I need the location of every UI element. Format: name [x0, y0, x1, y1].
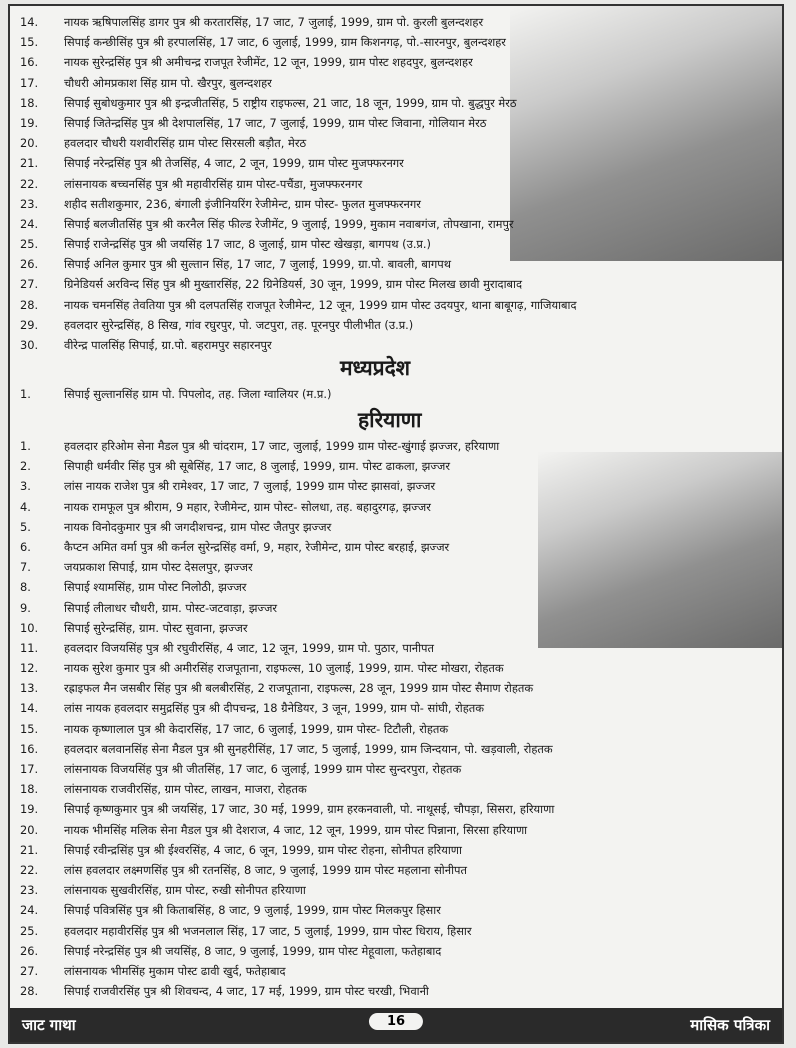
item-number: 24. [20, 216, 39, 231]
item-number: 26. [20, 943, 39, 958]
haryana-list [20, 436, 780, 1001]
item-number: 5. [20, 519, 31, 534]
item-number: 1. [20, 387, 31, 401]
list-item [20, 274, 780, 294]
list-item [20, 456, 780, 476]
list-item [20, 32, 780, 52]
item-number: 21. [20, 842, 39, 857]
list-item [20, 52, 780, 72]
page-number: 16 [369, 1013, 423, 1030]
item-text: हवलदार बलवानसिंह सेना मैडल पुत्र श्री सुनहरीसिंह, 17 जाट, 5 जुलाई, 1999, ग्राम जिन्दयान, पो. खड़वाली, रोहतक [64, 741, 553, 756]
item-text: लांसनायक राजवीरसिंह, ग्राम पोस्ट, लाखन, माजरा, रोहतक [64, 782, 307, 797]
item-number: 6. [20, 539, 31, 554]
list-item [20, 598, 780, 618]
item-text: सिपाई नरेन्द्रसिंह पुत्र श्री जयसिंह, 8 जाट, 9 जुलाई, 1999, ग्राम पोस्ट मेहूवाला, फतेहाबाद [64, 943, 442, 958]
item-text: सिपाई कृष्णकुमार पुत्र श्री जयसिंह, 17 जाट, 30 मई, 1999, ग्राम हरकनवाली, पो. नाथूसई, चौपड़ा, सिसरा, हरियाणा [64, 802, 555, 817]
item-text: लांसनायक विजयसिंह पुत्र श्री जीतसिंह, 17 जाट, 6 जुलाई, 1999 ग्राम पोस्ट सुन्दरपुरा, रोहतक [64, 762, 462, 776]
list-item [20, 678, 780, 698]
item-number: 22. [20, 176, 39, 191]
list-item [20, 93, 780, 113]
list-item [20, 658, 780, 678]
item-text: सिपाई पवित्रसिंह पुत्र श्री किताबसिंह, 8 जाट, 9 जुलाई, 1999, ग्राम पोस्ट मिलकपुर हिसार [64, 903, 441, 918]
list-item [20, 719, 780, 739]
item-text: हवलदार चौधरी यशवीरसिंह ग्राम पोस्ट सिरसली बड़ौत, मेरठ [64, 136, 307, 151]
item-number: 25. [20, 237, 39, 252]
item-number: 26. [20, 257, 39, 272]
item-number: 25. [20, 923, 39, 938]
item-number: 27. [20, 963, 39, 978]
footer-bar [10, 1008, 782, 1042]
item-text: हवलदार महावीरसिंह पुत्र श्री भजनलाल सिंह, 17 जाट, 5 जुलाई, 1999, ग्राम पोस्ट धिराय, हिसार [64, 923, 472, 938]
item-number: 1. [20, 439, 31, 453]
item-text: रह्राइफल मैन जसबीर सिंह पुत्र श्री बलबीरसिंह, 2 राजपूताना, राइफल्स, 28 जून, 1999 ग्राम पोस्ट सैमाण रोहतक [64, 681, 534, 696]
list-item [20, 295, 780, 315]
item-number: 29. [20, 317, 39, 332]
item-text: नायक रामफूल पुत्र श्रीराम, 9 महार, रेजीमेन्ट, ग्राम पोस्ट- सोलधा, तह. बहादुरगढ़, झज्जर [64, 499, 431, 514]
list-item [20, 517, 780, 537]
item-number: 18. [20, 782, 39, 797]
list-item [20, 840, 780, 860]
item-number: 2. [20, 459, 31, 474]
list-item [20, 820, 780, 840]
item-number: 16. [20, 55, 39, 70]
list-item [20, 577, 780, 597]
item-number: 21. [20, 156, 39, 171]
list-item [20, 384, 780, 404]
list-item [20, 153, 780, 173]
list-item [20, 254, 780, 274]
item-number: 17. [20, 762, 39, 776]
item-text: सिपाई बलजीतसिंह पुत्र श्री करनैल सिंह फील्ड रेजीमेंट, 9 जुलाई, 1999, मुकाम नवाबगंज, तोपखाना, रामपुर [64, 216, 514, 231]
list-item [20, 779, 780, 799]
item-number: 18. [20, 95, 39, 110]
item-text: कैप्टन अमित वर्मा पुत्र श्री कर्नल सुरेन्द्रसिंह वर्मा, 9, महार, रेजीमेन्ट, ग्राम पोस्ट बरहाई, झज्जर [64, 539, 450, 554]
list-item [20, 497, 780, 517]
item-number: 20. [20, 136, 39, 151]
item-text: लांसनायक सुखवीरसिंह, ग्राम पोस्ट, रुखी सोनीपत हरियाणा [64, 883, 306, 898]
mp-list [20, 384, 780, 404]
item-text: सिपाई कन्छीसिंह पुत्र श्री हरपालसिंह, 17 जाट, 6 जुलाई, 1999, ग्राम किशनगढ़, पो.-सारनपुर, बुलन्दशहर [64, 35, 506, 50]
item-number: 20. [20, 822, 39, 837]
item-text: हवलदार सुरेन्द्रसिंह, 8 सिख, गांव रघुरपुर, पो. जटपुरा, तह. पूरनपुर पीलीभीत (उ.प्र.) [64, 317, 414, 332]
item-number: 11. [20, 640, 39, 655]
footer-magazine-type: मासिक पत्रिका [690, 1016, 770, 1034]
list-item [20, 638, 780, 658]
item-text: चौधरी ओमप्रकाश सिंह ग्राम पो. खैरपुर, बुलन्दशहर [64, 75, 272, 90]
item-text: नायक विनोदकुमार पुत्र श्री जगदीशचन्द्र, ग्राम पोस्ट जैतपुर झज्जर [64, 519, 332, 534]
list-item [20, 73, 780, 93]
list-item [20, 113, 780, 133]
item-number: 9. [20, 600, 31, 615]
list-item [20, 961, 780, 981]
item-text: नायक ऋषिपालसिंह डागर पुत्र श्री करतारसिंह, 17 जाट, 7 जुलाई, 1999, ग्राम पो. कुरली बुलन्दशहर [64, 15, 484, 29]
item-number: 24. [20, 903, 39, 918]
item-text: हवलदार हरिओम सेना मैडल पुत्र श्री चांदराम, 17 जाट, जुलाई, 1999 ग्राम पोस्ट-खुंगाई झज्जर, हरियाणा [64, 439, 500, 453]
list-item [20, 698, 780, 718]
item-number: 19. [20, 802, 39, 817]
list-item [20, 941, 780, 961]
list-item [20, 981, 780, 1001]
list-item [20, 759, 780, 779]
list-item [20, 921, 780, 941]
list-item [20, 537, 780, 557]
list-item [20, 174, 780, 194]
item-number: 22. [20, 862, 39, 877]
mp-heading: मध्यप्रदेश [340, 355, 411, 380]
item-text: सिपाई सुबोधकुमार पुत्र श्री इन्द्रजीतसिंह, 5 राष्ट्रीय राइफल्स, 21 जाट, 18 जून, 1999, ग्राम पो. बुद्धपुर मेरठ [64, 95, 517, 110]
footer-magazine-name: जाट गाथा [22, 1016, 76, 1034]
item-number: 10. [20, 620, 39, 635]
item-text: सिपाई सुरेन्द्रसिंह, ग्राम. पोस्ट सुवाना, झज्जर [64, 620, 248, 635]
list-item [20, 557, 780, 577]
list-item [20, 234, 780, 254]
item-text: सिपाई सुल्तानसिंह ग्राम पो. पिपलोद, तह. जिला ग्वालियर (म.प्र.) [64, 387, 332, 401]
item-number: 27. [20, 277, 39, 292]
item-text: हवलदार विजयसिंह पुत्र श्री रघुवीरसिंह, 4 जाट, 12 जून, 1999, ग्राम पो. पुठार, पानीपत [64, 640, 435, 655]
item-number: 17. [20, 75, 39, 90]
item-number: 12. [20, 661, 39, 676]
item-text: जयप्रकाश सिपाई, ग्राम पोस्ट देसलपुर, झज्जर [64, 560, 253, 575]
item-number: 8. [20, 580, 31, 595]
item-text: लांसनायक भीमसिंह मुकाम पोस्ट ढावी खुर्द, फतेहाबाद [64, 963, 286, 978]
list-item [20, 214, 780, 234]
item-number: 23. [20, 196, 39, 211]
item-number: 14. [20, 15, 39, 29]
list-item [20, 860, 780, 880]
item-text: सिपाई लीलाधर चौधरी, ग्राम. पोस्ट-जटवाड़ा, झज्जर [64, 600, 278, 615]
item-text: नायक सुरेन्द्रसिंह पुत्र श्री अमीचन्द्र राजपूत रेजीमेंट, 12 जून, 1999, ग्राम पोस्ट शहदपुर, बुलन्दशहर [64, 55, 473, 70]
item-text: नायक कृष्णालाल पुत्र श्री केदारसिंह, 17 जाट, 6 जुलाई, 1999, ग्राम पोस्ट- टिटौली, रोहतक [64, 721, 449, 736]
list-item [20, 739, 780, 759]
item-number: 13. [20, 681, 39, 696]
list-item [20, 436, 780, 456]
list-item [20, 315, 780, 335]
item-text: लांस हवलदार लक्ष्मणसिंह पुत्र श्री रतनसिंह, 8 जाट, 9 जुलाई, 1999 ग्राम पोस्ट महलाना सोनीपत [64, 862, 467, 877]
item-text: लांस नायक राजेश पुत्र श्री रामेश्वर, 17 जाट, 7 जुलाई, 1999 ग्राम पोस्ट झासवां, झज्जर [64, 479, 436, 494]
item-text: नायक चमनसिंह तेवतिया पुत्र श्री दलपतसिंह राजपूत रेजीमेन्ट, 12 जून, 1999 ग्राम पोस्ट उदयपुर, थाना बाबूगढ़, गाजियाबाद [64, 297, 577, 312]
item-number: 7. [20, 560, 31, 575]
list-item [20, 335, 780, 355]
item-text: सिपाई राजवीरसिंह पुत्र श्री शिवचन्द, 4 जाट, 17 मई, 1999, ग्राम पोस्ट चरखी, भिवानी [64, 984, 429, 999]
item-text: सिपाई नरेन्द्रसिंह पुत्र श्री तेजसिंह, 4 जाट, 2 जून, 1999, ग्राम पोस्ट मुजफ्फरनगर [64, 156, 404, 171]
item-text: नायक सुरेश कुमार पुत्र श्री अमीरसिंह राजपूताना, राइफल्स, 10 जुलाई, 1999, ग्राम. पोस्ट मोखरा, रोहतक [64, 661, 504, 676]
item-number: 14. [20, 701, 39, 716]
item-text: सिपाई जितेन्द्रसिंह पुत्र श्री देशपालसिंह, 17 जाट, 7 जुलाई, 1999, ग्राम पोस्ट जिवाना, गोलियान मेरठ [64, 115, 487, 130]
haryana-heading: हरियाणा [358, 407, 422, 432]
item-text: सिपाई अनिल कुमार पुत्र श्री सुल्तान सिंह, 17 जाट, 7 जुलाई, 1999, ग्रा.पो. बावली, बागपथ [64, 257, 452, 272]
list-item [20, 133, 780, 153]
list-item [20, 12, 780, 32]
item-text: सिपाई राजेन्द्रसिंह पुत्र श्री जयसिंह 17 जाट, 8 जुलाई, ग्राम पोस्ट खेखड़ा, बागपथ (उ.प्र.) [64, 237, 431, 252]
document-page [8, 4, 784, 1044]
item-text: वीरेन्द्र पालसिंह सिपाई, ग्रा.पो. बहरामपुर सहारनपुर [64, 338, 272, 352]
item-text: सिपाही धर्मवीर सिंह पुत्र श्री सूबेसिंह, 17 जाट, 8 जुलाई, 1999, ग्राम. पोस्ट ढाकला, झज्जर [64, 459, 451, 474]
item-text: सिपाई रवीन्द्रसिंह पुत्र श्री ईश्वरसिंह, 4 जाट, 6 जून, 1999, ग्राम पोस्ट रोहना, सोनीपत हरियाणा [64, 842, 462, 857]
item-number: 3. [20, 479, 31, 494]
item-number: 28. [20, 297, 39, 312]
item-text: लांसनायक बच्चनसिंह पुत्र श्री महावीरसिंह ग्राम पोस्ट-पचैंडा, मुजफ्फरनगर [64, 176, 363, 191]
item-text: शहीद सतीशकुमार, 236, बंगाली इंजीनियरिंग रेजीमेन्ट, ग्राम पोस्ट- फुलत मुजफ्फरनगर [64, 196, 421, 211]
item-text: सिपाई श्यामसिंह, ग्राम पोस्ट निलोठी, झज्जर [64, 580, 247, 595]
list-item [20, 799, 780, 819]
up-list [20, 12, 780, 355]
item-text: नायक भीमसिंह मलिक सेना मैडल पुत्र श्री देशराज, 4 जाट, 12 जून, 1999, ग्राम पोस्ट पिन्नाना, सिरसा हरियाणा [64, 822, 528, 837]
item-text: ग्रिनेडियर्स अरविन्द सिंह पुत्र श्री मुख्तारसिंह, 22 ग्रिनेडियर्स, 30 जून, 1999, ग्राम पोस्ट मिलख छावी मुरादाबाद [64, 277, 523, 292]
item-number: 19. [20, 115, 39, 130]
item-number: 30. [20, 338, 39, 352]
item-number: 16. [20, 741, 39, 756]
item-text: लांस नायक हवलदार समुद्रसिंह पुत्र श्री दीपचन्द्र, 18 ग्रैनेडियर, 3 जून, 1999, ग्राम पो- सांघी, रोहतक [64, 701, 484, 716]
list-item [20, 880, 780, 900]
list-item [20, 618, 780, 638]
item-number: 15. [20, 35, 39, 50]
item-number: 15. [20, 721, 39, 736]
item-number: 28. [20, 984, 39, 999]
list-item [20, 476, 780, 496]
item-number: 23. [20, 883, 39, 898]
list-item [20, 900, 780, 920]
list-item [20, 194, 780, 214]
item-number: 4. [20, 499, 31, 514]
